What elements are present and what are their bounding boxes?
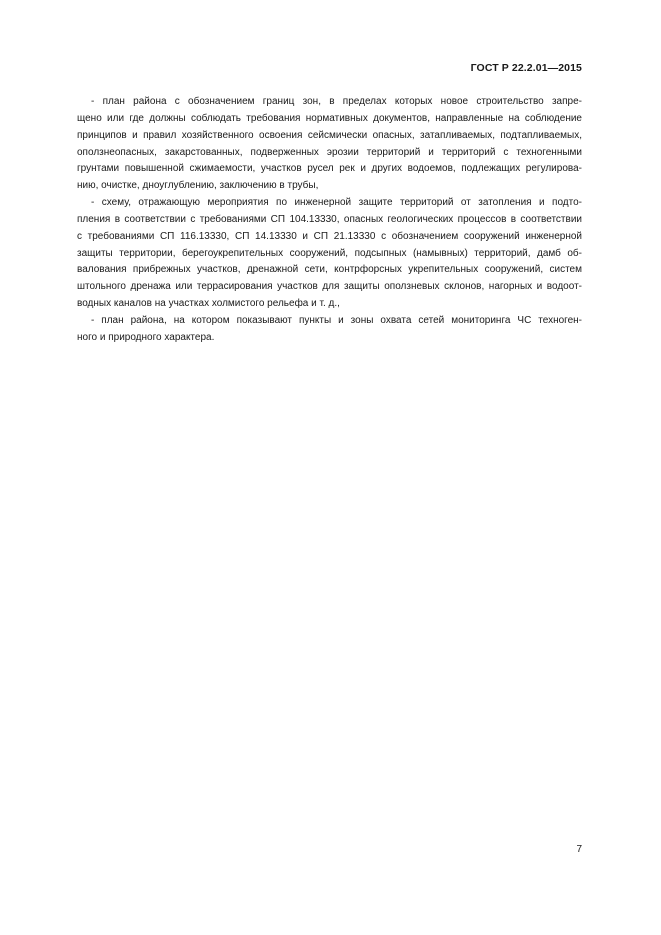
text-line: с требованиями СП 116.13330, СП 14.13330 и СП 21.13330 с обозначением сооружений инженерной (77, 230, 582, 242)
text-line: защиты территории, берегоукрепительных сооружений, подсыпных (намывных) территорий, дамб об- (77, 247, 582, 259)
text-line: валования прибрежных участков, дренажной сети, контрфорсных укрепительных сооружений, систем (77, 264, 582, 276)
text-line: - схему, отражающую мероприятия по инженерной защите территорий от затопления и подто- (91, 197, 582, 209)
page-number: 7 (576, 844, 582, 855)
document-body (77, 94, 582, 347)
document-header (471, 62, 582, 74)
text-line: штольного дренажа или террасирования участков для защиты оползневых склонов, нагорных и водоот- (77, 281, 582, 293)
text-line: ного и природного характера. (77, 331, 215, 343)
text-line: оползнеопасных, закарстованных, подверженных эрозии территорий и территорий с техногенными (77, 146, 582, 158)
paragraph-protection-scheme (77, 195, 582, 313)
standard-code: ГОСТ Р 22.2.01—2015 (470, 62, 582, 74)
paragraph-monitoring-plan (77, 313, 582, 347)
text-line: пления в соответствии с требованиями СП 104.13330, опасных геологических процессов в соответствии (77, 213, 582, 225)
text-line: принципов и правил хозяйственного освоения сейсмически опасных, затапливаемых, подтапливаемых, (77, 129, 582, 141)
text-line: - план района с обозначением границ зон, в пределах которых новое строительство запре- (91, 96, 582, 107)
text-line: грунтами повышенной сжимаемости, участков русел рек и других водоемов, подлежащих регулирова- (77, 163, 582, 175)
paragraph-zone-plan (77, 94, 582, 195)
text-line: водных каналов на участках холмистого рельефа и т. д., (77, 298, 340, 310)
text-line: - план района, на котором показывают пункты и зоны охвата сетей мониторинга ЧС техноген- (91, 314, 582, 326)
text-line: щено или где должны соблюдать требования нормативных документов, направленные на соблюдение (77, 112, 582, 124)
text-line: нию, очистке, дноуглублению, заключению в трубы, (77, 180, 319, 192)
